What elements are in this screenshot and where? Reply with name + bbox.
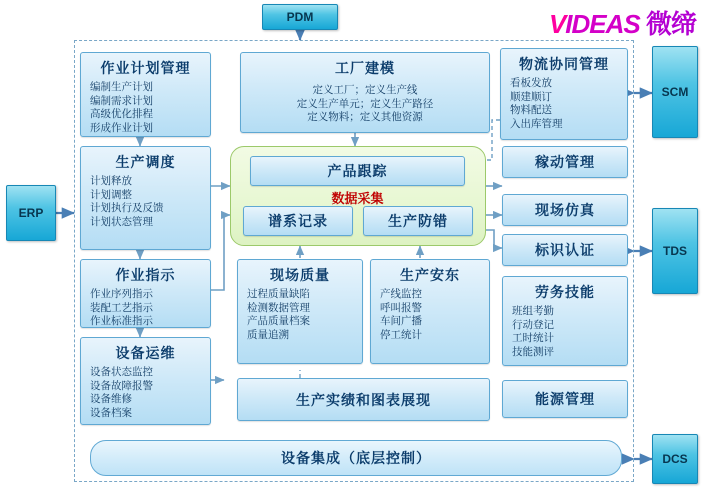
equipment-integration-label: 设备集成（底层控制）	[281, 450, 431, 466]
external-system-pdm[interactable]	[262, 4, 338, 30]
line-item: 计划调整	[90, 188, 132, 201]
line-item: 计划释放	[90, 175, 132, 187]
line-item: 定义物料；定义其他资源	[307, 111, 423, 123]
line-item: 编制生产计划	[90, 81, 153, 93]
logo-latin: IDEAS	[565, 9, 640, 39]
module-title: 谱系记录	[268, 213, 328, 229]
brand-logo	[549, 4, 696, 41]
module-lines	[380, 288, 489, 342]
module-title: 设备运维	[115, 345, 176, 361]
module-production-plan[interactable]	[80, 52, 211, 137]
module-mistake-proofing[interactable]	[363, 206, 473, 236]
module-product-tracking[interactable]	[250, 156, 465, 186]
module-andon[interactable]	[370, 259, 490, 364]
module-logistics-collaboration[interactable]	[500, 48, 628, 140]
external-system-erp[interactable]	[6, 185, 56, 241]
module-lines	[510, 77, 627, 131]
equipment-integration-bar[interactable]	[90, 440, 622, 476]
module-factory-modeling[interactable]	[240, 52, 490, 133]
module-equipment-maintenance[interactable]	[80, 337, 211, 425]
line-item: 看板发放	[510, 77, 552, 89]
module-energy-management[interactable]	[502, 380, 628, 418]
line-item: 计划执行及反馈	[90, 202, 164, 214]
module-shopfloor-quality[interactable]	[237, 259, 363, 364]
module-title: 物流协同管理	[519, 56, 609, 72]
module-title: 作业计划管理	[100, 60, 191, 76]
module-title: 工厂建模	[335, 60, 395, 76]
module-title: 生产调度	[115, 154, 176, 170]
line-item: 计划状态管理	[90, 215, 153, 228]
line-item: 作业序列指示	[90, 288, 153, 300]
line-item: 设备状态监控	[90, 366, 153, 378]
line-item: 物料配送	[510, 104, 552, 116]
line-item: 高级优化排程	[90, 108, 153, 120]
module-title: 稼动管理	[535, 154, 595, 170]
line-item: 设备维修	[90, 393, 132, 405]
module-title: 产品跟踪	[327, 163, 388, 179]
line-item: 检测数据管理	[247, 301, 310, 314]
line-item: 入出库管理	[510, 117, 563, 130]
data-collection-text: 数据采集	[331, 191, 384, 206]
module-lines	[247, 288, 362, 342]
external-system-tds[interactable]	[652, 208, 698, 294]
line-item: 产品质量档案	[247, 315, 310, 327]
scm-label: SCM	[661, 85, 689, 99]
module-title: 劳务技能	[535, 284, 595, 300]
line-item: 定义工厂；定义生产线	[312, 84, 418, 96]
module-title: 生产防错	[388, 213, 448, 229]
line-item: 形成作业计划	[90, 121, 153, 134]
module-title: 现场质量	[270, 267, 330, 283]
module-labor-skills[interactable]	[502, 276, 628, 366]
line-item: 停工统计	[380, 328, 422, 341]
line-item: 质量追溯	[247, 328, 289, 341]
line-item: 装配工艺指示	[90, 301, 153, 314]
line-item: 班组考勤	[512, 305, 554, 317]
module-production-scheduling[interactable]	[80, 146, 211, 250]
module-work-instruction[interactable]	[80, 259, 211, 328]
module-title: 标识认证	[535, 242, 595, 258]
module-shopfloor-simulation[interactable]	[502, 194, 628, 226]
external-system-dcs[interactable]	[652, 434, 698, 484]
erp-label: ERP	[18, 206, 44, 220]
module-identification-certification[interactable]	[502, 234, 628, 266]
line-item: 车间广播	[380, 315, 422, 327]
line-item: 呼叫报警	[380, 301, 422, 314]
line-item: 定义生产单元；定义生产路径	[296, 97, 434, 110]
line-item: 编制需求计划	[90, 94, 153, 107]
module-lines	[90, 366, 210, 420]
logo-chinese: 微缔	[645, 9, 696, 39]
line-item: 过程质量缺陷	[247, 288, 310, 300]
module-title: 作业指示	[115, 267, 176, 283]
module-production-performance[interactable]	[237, 378, 490, 421]
dcs-label: DCS	[662, 452, 688, 466]
module-title: 生产实绩和图表展现	[296, 391, 431, 408]
module-utilization-management[interactable]	[502, 146, 628, 178]
line-item: 设备故障报警	[90, 379, 153, 392]
module-title: 现场仿真	[535, 202, 595, 218]
tds-label: TDS	[663, 244, 687, 258]
logo-mark: V	[548, 9, 566, 39]
label-data-collection	[250, 188, 465, 206]
module-lines	[512, 305, 627, 359]
line-item: 行动登记	[512, 318, 554, 331]
module-title: 能源管理	[535, 391, 595, 407]
module-title: 生产安东	[400, 267, 460, 283]
pdm-label: PDM	[286, 10, 314, 24]
module-lines	[90, 81, 210, 135]
module-lines	[90, 288, 210, 329]
line-item: 工时统计	[512, 332, 554, 344]
module-lines	[90, 175, 210, 229]
line-item: 产线监控	[380, 288, 422, 300]
external-system-scm[interactable]	[652, 46, 698, 138]
line-item: 作业标准指示	[90, 315, 153, 327]
module-pedigree-record[interactable]	[243, 206, 353, 236]
line-item: 顺建顺订	[510, 90, 552, 103]
line-item: 技能测评	[512, 345, 554, 358]
module-lines	[241, 84, 489, 125]
line-item: 设备档案	[90, 406, 132, 419]
